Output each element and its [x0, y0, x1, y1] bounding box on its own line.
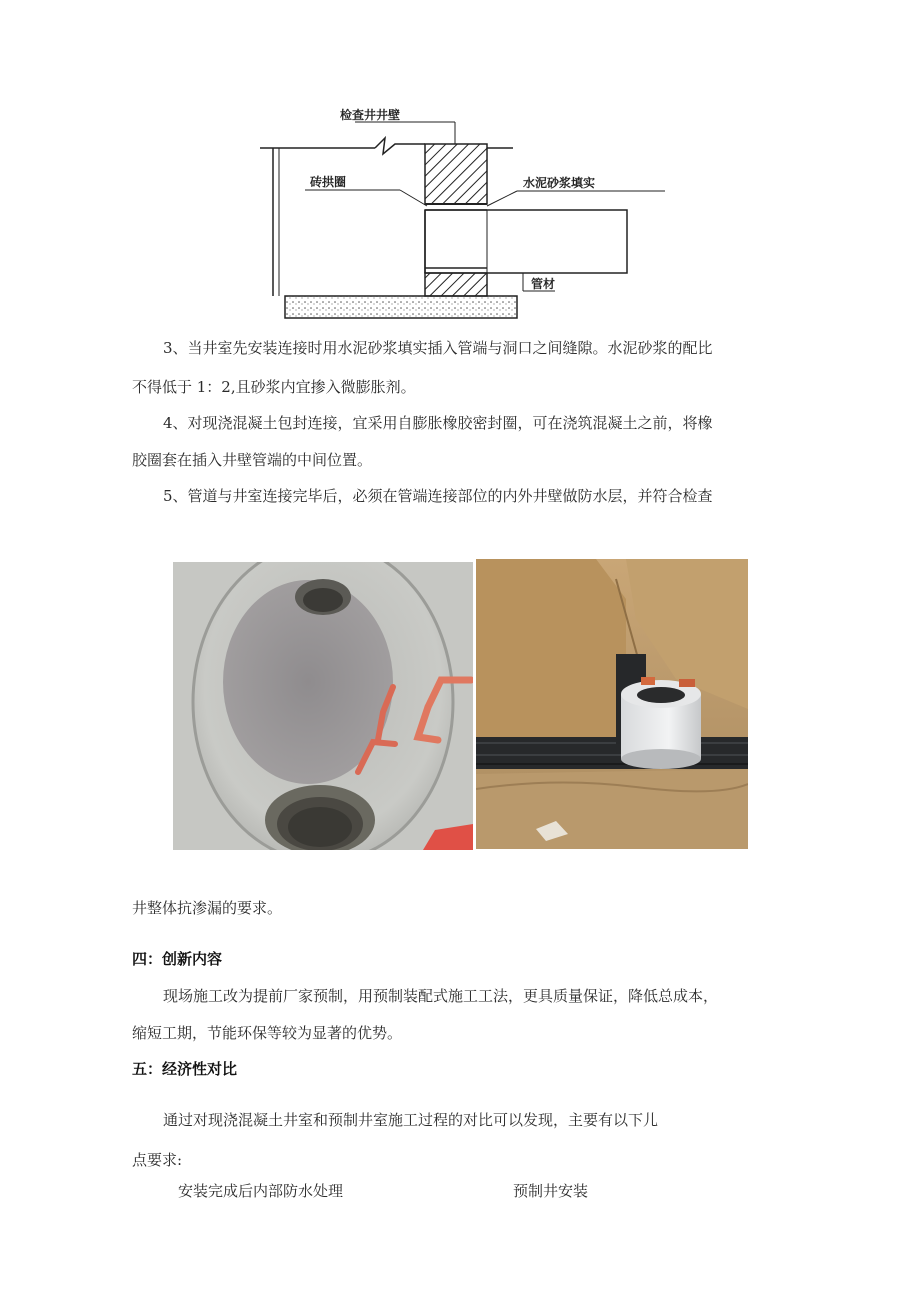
break-mark: [375, 138, 425, 154]
base-slab: [285, 296, 517, 318]
section-5-heading: 五：经济性对比: [132, 1060, 238, 1078]
well-wall-lower: [425, 273, 487, 296]
paragraph-3-line-2: 不得低于 1：2,且砂浆内宜掺入微膨胀剂。: [132, 378, 416, 396]
paragraph-3-line-1: 3、当井室先安装连接时用水泥砂浆填实插入管端与洞口之间缝隙。水泥砂浆的配比: [163, 339, 713, 357]
paragraph-5-line-2: 井整体抗渗漏的要求。: [132, 899, 283, 917]
photo-manhole-interior: [173, 562, 473, 850]
section-5-line-2: 点要求:: [132, 1151, 183, 1169]
photo-precast-well-installation: [476, 559, 748, 849]
section-4-heading: 四：创新内容: [132, 950, 223, 968]
label-pipe: 管材: [531, 277, 556, 291]
pipe: [425, 210, 627, 273]
section-4-line-1: 现场施工改为提前厂家预制，用预制装配式施工工法，更具质量保证，降低总成本，: [163, 987, 719, 1005]
label-mortar: 水泥砂浆填实: [523, 176, 596, 190]
well-wall-upper: [425, 144, 487, 204]
paragraph-4-line-2: 胶圈套在插入井壁管端的中间位置。: [132, 451, 373, 469]
label-brick-arch: 砖拱圈: [310, 175, 347, 189]
caption-left-photo: 安装完成后内部防水处理: [178, 1182, 344, 1200]
section-4-line-2: 缩短工期，节能环保等较为显著的优势。: [132, 1024, 403, 1042]
label-well-wall: 检查井井壁: [340, 108, 401, 122]
paragraph-5-line-1: 5、管道与井室连接完毕后，必须在管端连接部位的内外井壁做防水层，并符合检查: [163, 487, 713, 505]
pipe-connection-diagram: [255, 108, 675, 323]
caption-right-photo: 预制井安装: [513, 1182, 589, 1200]
paragraph-4-line-1: 4、对现浇混凝土包封连接，宜采用自膨胀橡胶密封圈，可在浇筑混凝土之前，将橡: [163, 414, 713, 432]
section-5-line-1: 通过对现浇混凝土井室和预制井室施工过程的对比可以发现，主要有以下儿: [163, 1111, 659, 1129]
